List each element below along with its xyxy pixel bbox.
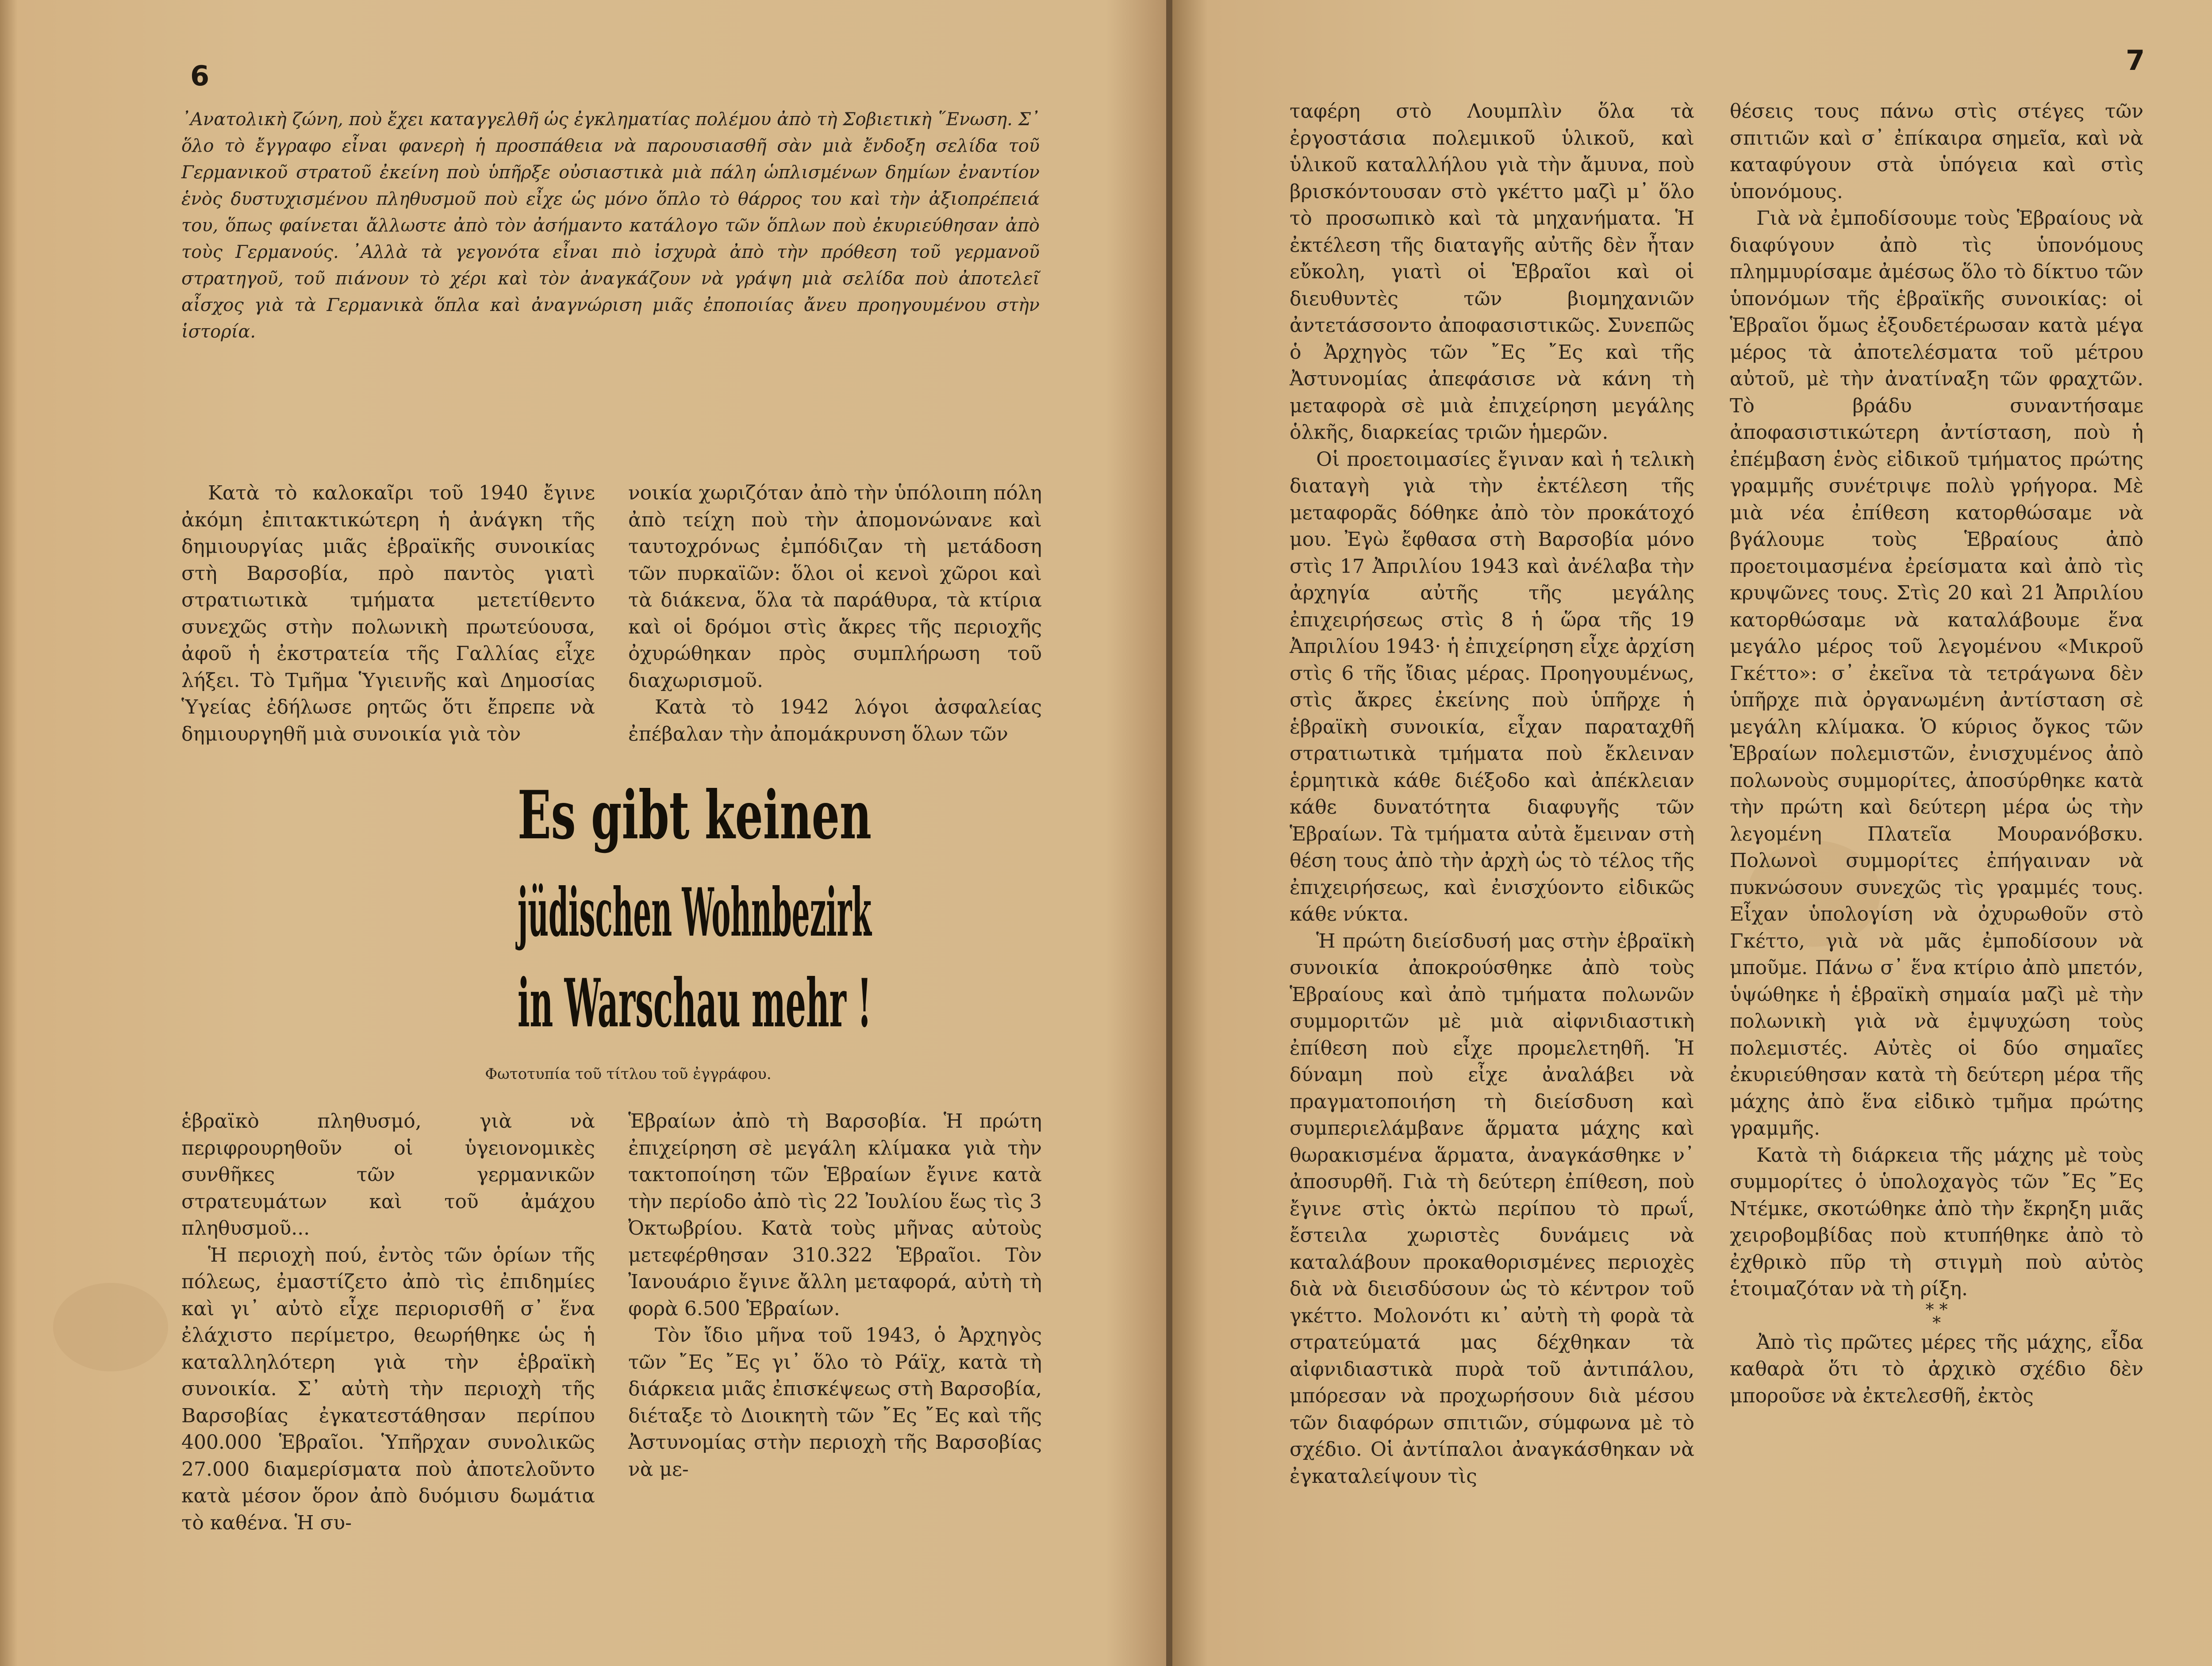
paragraph: Ἑβραίων ἀπὸ τὴ Βαρσοβία. Ἡ πρώτη ἐπιχείρηση σὲ μεγάλη κλίμακα γιὰ τὴν τακτοποίηση τῶν Ἑβραίων ἔγινε κατὰ τὴν περίοδο ἀπὸ τὶς 22 Ἰουλίου ἕως τὶς 3 Ὀκτωβρίου. Κατὰ τοὺς μῆνας αὐτοὺς μετεφέρθησαν 310.322 Ἑβραῖοι. Τὸν Ἰανουάριο ἔγινε ἄλλη μεταφορά, αὐτὴ τὴ φορὰ 6.500 Ἑβραίων. bbox=[628, 1110, 1042, 1320]
right-column-bottom bbox=[628, 1108, 1042, 1483]
paragraph: Κατὰ τὸ 1942 λόγοι ἀσφαλείας ἐπέβαλαν τὴν ἀπομάκρυνση ὅλων τῶν bbox=[628, 696, 1042, 745]
right-column-top bbox=[628, 480, 1042, 748]
paragraph: Οἱ προετοιμασίες ἔγιναν καὶ ἡ τελικὴ διαταγὴ γιὰ τὴν ἐκτέλεση τῆς μεταφορᾶς δόθηκε ἀπὸ τὸν προκάτοχό μου. Ἐγὼ ἔφθασα στὴ Βαρσοβία μόνο στὶς 17 Ἀπριλίου 1943 καὶ ἀνέλαβα τὴν ἀρχηγία αὐτῆς τῆς μεγάλης ἐπιχειρήσεως στὶς 8 ἡ ὥρα τῆς 19 Ἀπριλίου 1943· ἡ ἐπιχείρηση εἶχε ἀρχίση στὶς 6 τῆς ἴδιας μέρας. Προηγουμένως, στὶς ἄκρες ἐκείνης ποὺ ὑπῆρχε ἡ ἑβραϊκὴ συνοικία, εἶχαν παραταχθῆ στρατιωτικὰ τμήματα ποὺ ἔκλειναν ἑρμητικὰ κάθε διέξοδο καὶ ἀπέκλειαν κάθε δυνατότητα διαφυγῆς τῶν Ἑβραίων. Τὰ τμήματα αὐτὰ ἔμειναν στὴ θέση τους ἀπὸ τὴν ἀρχὴ ὡς τὸ τέλος τῆς ἐπιχειρήσεως, καὶ ἐνισχύοντο εἰδικῶς κάθε νύκτα. bbox=[1290, 448, 1694, 925]
page-number: 7 bbox=[2126, 44, 2145, 77]
fraktur-title-svg bbox=[513, 761, 876, 1044]
paragraph: Κατὰ τὴ διάρκεια τῆς μάχης μὲ τοὺς συμμορίτες ὁ ὑπολοχαγὸς τῶν ῎Ες ῎Ες Ντέμκε, σκοτώθηκε ἀπὸ τὴν ἔκρηξη μιᾶς χειροβομβίδας ποὺ κτυπήθηκε ἀπὸ τὸ ἐχθρικὸ πῦρ τὴ στιγμὴ ποὺ αὐτὸς ἑτοιμαζόταν νὰ τὴ ρίξη. bbox=[1730, 1144, 2143, 1300]
intro-italic-paragraph bbox=[181, 106, 1040, 345]
figure-caption: Φωτοτυπία τοῦ τίτλου τοῦ ἐγγράφου. bbox=[485, 1065, 772, 1083]
fraktur-title-facsimile bbox=[513, 761, 876, 1044]
paper-stain bbox=[53, 1283, 168, 1371]
paragraph: ἑβραϊκὸ πληθυσμό, γιὰ νὰ περιφρουρηθοῦν οἱ ὑγειονομικὲς συνθῆκες τῶν γερμανικῶν στρατευμάτων καὶ τοῦ ἀμάχου πληθυσμοῦ... bbox=[181, 1110, 595, 1240]
section-separator: * * * bbox=[1925, 1299, 1948, 1332]
paragraph: νοικία χωριζόταν ἀπὸ τὴν ὑπόλοιπη πόλη ἀπὸ τείχη ποὺ τὴν ἀπομονώνανε καὶ ταυτοχρόνως ἐμπόδιζαν τὴ μετάδοση τῶν πυρκαϊῶν: ὅλοι οἱ κενοὶ χῶροι καὶ τὰ διάκενα, ὅλα τὰ παράθυρα, τὰ κτίρια καὶ οἱ δρόμοι στὶς ἄκρες τῆς περιοχῆς ὀχυρώθηκαν πρὸς συμπλήρωση τοῦ διαχωρισμοῦ. bbox=[628, 482, 1042, 692]
paragraph: Κατὰ τὸ καλοκαῖρι τοῦ 1940 ἔγινε ἀκόμη ἐπιτακτικώτερη ἡ ἀνάγκη τῆς δημιουργίας μιᾶς ἑβραϊκῆς συνοικίας στὴ Βαρσοβία, πρὸ παντὸς γιατὶ στρατιωτικὰ τμήματα μετετίθεντο συνεχῶς στὴν πολωνικὴ πρωτεύουσα, ἀφοῦ ἡ ἐκστρατεία τῆς Γαλλίας εἶχε λήξει. Τὸ Τμῆμα Ὑγιεινῆς καὶ Δημοσίας Ὑγείας ἐδήλωσε ρητῶς ὅτι ἔπρεπε νὰ δημιουργηθῆ μιὰ συνοικία γιὰ τὸν bbox=[181, 482, 595, 745]
right-column bbox=[1730, 98, 2143, 1409]
left-column bbox=[1290, 98, 1694, 1490]
paragraph: θέσεις τους πάνω στὶς στέγες τῶν σπιτιῶν καὶ σ᾿ ἐπίκαιρα σημεῖα, καὶ νὰ καταφύγουν στὰ ὑπόγεια καὶ στὶς ὑπονόμους. bbox=[1730, 100, 2143, 203]
paragraph: Ἡ πρώτη διείσδυσή μας στὴν ἑβραϊκὴ συνοικία ἀποκρούσθηκε ἀπὸ τοὺς Ἑβραίους καὶ ἀπὸ τμήματα πολωνῶν συμμοριτῶν μὲ μιὰ αἰφνιδιαστικὴ ἐπίθεση ποὺ εἶχε προμελετηθῆ. Ἡ δύναμη ποὺ εἶχε ἀναλάβει νὰ πραγματοποιήση τὴ διείσδυση καὶ συμπεριελάμβανε ἅρματα μάχης καὶ θωρακισμένα ἅρματα, ἀναγκάσθηκε ν᾿ ἀποσυρθῆ. Γιὰ τὴ δεύτερη ἐπίθεση, ποὺ ἔγινε στὶς ὀκτὼ περίπου τὸ πρωΐ, ἔστειλα χωριστὲς δυνάμεις νὰ καταλάβουν προκαθορισμένες περιοχὲς διὰ νὰ διεισδύσουν ὡς τὸ κέντρον τοῦ γκέττο. Μολονότι κι᾿ αὐτὴ τὴ φορὰ τὰ στρατεύματά μας δέχθηκαν τὰ αἰφνιδιαστικὰ πυρὰ τοῦ ἀντιπάλου, μπόρεσαν νὰ προχωρήσουν διὰ μέσου τῶν διαφόρων σπιτιῶν, σύμφωνα μὲ τὸ σχέδιο. Οἱ ἀντίπαλοι ἀναγκάσθηκαν νὰ ἐγκαταλείψουν τὶς bbox=[1290, 929, 1694, 1488]
paragraph: Γιὰ νὰ ἐμποδίσουμε τοὺς Ἑβραίους νὰ διαφύγουν ἀπὸ τὶς ὑπονόμους πλημμυρίσαμε ἀμέσως ὅλο τὸ δίκτυο τῶν ὑπονόμων τῆς ἑβραϊκῆς συνοικίας: οἱ Ἑβραῖοι ὅμως ἐξουδετέρωσαν κατὰ μέγα μέρος τὰ ἀποτελέσματα τοῦ μέτρου αὐτοῦ, μὲ τὴν ἀνατίναξη τῶν φραχτῶν. Τὸ βράδυ συναντήσαμε ἀποφασιστικώτερη ἀντίσταση, ποὺ ἡ ἐπέμβαση ἑνὸς εἰδικοῦ τμήματος πρώτης γραμμῆς συνέτριψε πολὺ γρήγορα. Μὲ μιὰ νέα ἐπίθεση κατορθώσαμε νὰ βγάλουμε τοὺς Ἑβραίους ἀπὸ προετοιμασμένα ἐρείσματα καὶ ἀπὸ τὶς κρυψῶνες τους. Στὶς 20 καὶ 21 Ἀπριλίου κατορθώσαμε νὰ καταλάβουμε ἕνα μεγάλο μέρος τοῦ λεγομένου «Μικροῦ Γκέττο»: σ᾿ ἐκεῖνα τὰ τετράγωνα δὲν ὑπῆρχε πιὰ ὀργανωμένη ἀντίσταση σὲ μεγάλη κλίμακα. Ὁ κύριος ὄγκος τῶν Ἑβραίων πολεμιστῶν, ἐνισχυμένος ἀπὸ πολωνοὺς συμμορίτες, ἀποσύρθηκε κατὰ τὴν πρώτη καὶ δεύτερη μέρα ὡς τὴν λεγομένη Πλατεῖα Μουρανόβσκυ. Πολωνοὶ συμμορίτες ἐπήγαιναν νὰ πυκνώσουν συνεχῶς τὶς γραμμές τους. Εἶχαν ὑπολογίση νὰ ὀχυρωθοῦν στὸ Γκέττο, γιὰ νὰ μᾶς ἐμποδίσουν νὰ μποῦμε. Πάνω σ᾿ ἕνα κτίριο ἀπὸ μπετόν, ὑψώθηκε ἡ ἑβραϊκὴ σημαία μαζὶ μὲ τὴν πολωνικὴ γιὰ νὰ ἐμψυχώση τοὺς πολεμιστές. Αὐτὲς οἱ δύο σημαῖες ἐκυριεύθησαν κατὰ τὴ δεύτερη μέρα τῆς μάχης ἀπὸ ἕνα εἰδικὸ τμῆμα πρώτης γραμμῆς. bbox=[1730, 207, 2143, 1140]
page-number: 6 bbox=[190, 60, 210, 92]
fraktur-line-3: in Warschau mehr ! bbox=[518, 964, 872, 1042]
right-page bbox=[1172, 0, 2212, 1666]
left-column-bottom bbox=[181, 1108, 595, 1536]
fraktur-line-1: Es gibt keinen bbox=[518, 776, 872, 854]
paragraph: Τὸν ἴδιο μῆνα τοῦ 1943, ὁ Ἀρχηγὸς τῶν ῎Ες ῎Ες γι᾿ ὅλο τὸ Ράϊχ, κατὰ τὴ διάρκεια μιᾶς ἐπισκέψεως στὴ Βαρσοβία, διέταξε τὸ Διοικητὴ τῶν ῎Ες ῎Ες καὶ τῆς Ἀστυνομίας στὴν περιοχὴ τῆς Βαρσοβίας νὰ με- bbox=[628, 1324, 1042, 1481]
paragraph: Ἡ περιοχὴ πού, ἐντὸς τῶν ὁρίων τῆς πόλεως, ἐμαστίζετο ἀπὸ τὶς ἐπιδημίες καὶ γι᾿ αὐτὸ εἶχε περιορισθῆ σ᾿ ἕνα ἐλάχιστο περίμετρο, θεωρήθηκε ὡς ἡ καταλληλότερη γιὰ τὴν ἑβραϊκὴ συνοικία. Σ᾿ αὐτὴ τὴν περιοχὴ τῆς Βαρσοβίας ἐγκατεστάθησαν περίπου 400.000 Ἑβραῖοι. Ὑπῆρχαν συνολικῶς 27.000 διαμερίσματα ποὺ ἀποτελοῦντο κατὰ μέσον ὅρον ἀπὸ δυόμισυ δωμάτια τὸ καθένα. Ἡ συ- bbox=[181, 1244, 595, 1534]
paragraph: ταφέρη στὸ Λουμπλὶν ὅλα τὰ ἐργοστάσια πολεμικοῦ ὑλικοῦ, καὶ ὑλικοῦ καταλλήλου γιὰ τὴν ἄμυνα, ποὺ βρισκόντουσαν στὸ γκέττο μαζὶ μ᾿ ὅλο τὸ προσωπικὸ καὶ τὰ μηχανήματα. Ἡ ἐκτέλεση τῆς διαταγῆς αὐτῆς δὲν ἦταν εὔκολη, γιατὶ οἱ Ἑβραῖοι καὶ οἱ διευθυντὲς τῶν βιομηχανιῶν ἀντετάσσοντο ἀποφασιστικῶς. Συνεπῶς ὁ Ἀρχηγὸς τῶν ῎Ες ῎Ες καὶ τῆς Ἀστυνομίας ἀπεφάσισε νὰ κάνη τὴ μεταφορὰ σὲ μιὰ ἐπιχείρηση μεγάλης ὁλκῆς, διαρκείας τριῶν ἡμερῶν. bbox=[1290, 100, 1694, 444]
fraktur-line-2: jüdischen Wohnbezirk bbox=[515, 874, 872, 952]
intro-text: ᾿Ανατολικὴ ζώνη, ποὺ ἔχει καταγγελθῆ ὡς ἐγκληματίας πολέμου ἀπὸ τὴ Σοβιετικὴ ῞Ενωση. Σ᾿ ὅλο τὸ ἔγγραφο εἶναι φανερὴ ἡ προσπάθεια νὰ παρουσιασθῆ σὰν μιὰ ἔνδοξη σελίδα τοῦ Γερμανικοῦ στρατοῦ ἐκείνη ποὺ ὑπῆρξε οὐσιαστικὰ μιὰ πάλη ὡπλισμένων δημίων ἐναντίον ἑνὸς δυστυχισμένου πληθυσμοῦ ποὺ εἶχε ὡς μόνο ὅπλο τὸ θάρρος του καὶ τὴν ἀξιοπρέπειά του, ὅπως φαίνεται ἄλλωστε ἀπὸ τὸν ἀσήμαντο κατάλογο τῶν ὅπλων ποὺ ἐκυριεύθησαν ἀπὸ τοὺς Γερμανούς. ᾿Αλλὰ τὰ γεγονότα εἶναι πιὸ ἰσχυρὰ ἀπὸ τὴν πρόθεση τοῦ γερμανοῦ στρατηγοῦ, τοῦ πιάνουν τὸ χέρι καὶ τὸν ἀναγκάζουν νὰ γράψη μιὰ σελίδα ποὺ ἀποτελεῖ αἶσχος γιὰ τὰ Γερμανικὰ ὅπλα καὶ ἀναγνώριση μιᾶς ἐποποιίας ἄνευ προηγουμένου στὴν ἱστορία. bbox=[181, 109, 1040, 342]
paragraph: Ἀπὸ τὶς πρῶτες μέρες τῆς μάχης, εἶδα καθαρὰ ὅτι τὸ ἀρχικὸ σχέδιο δὲν μποροῦσε νὰ ἐκτελεσθῆ, ἐκτὸς bbox=[1730, 1331, 2143, 1407]
left-column-top bbox=[181, 480, 595, 748]
